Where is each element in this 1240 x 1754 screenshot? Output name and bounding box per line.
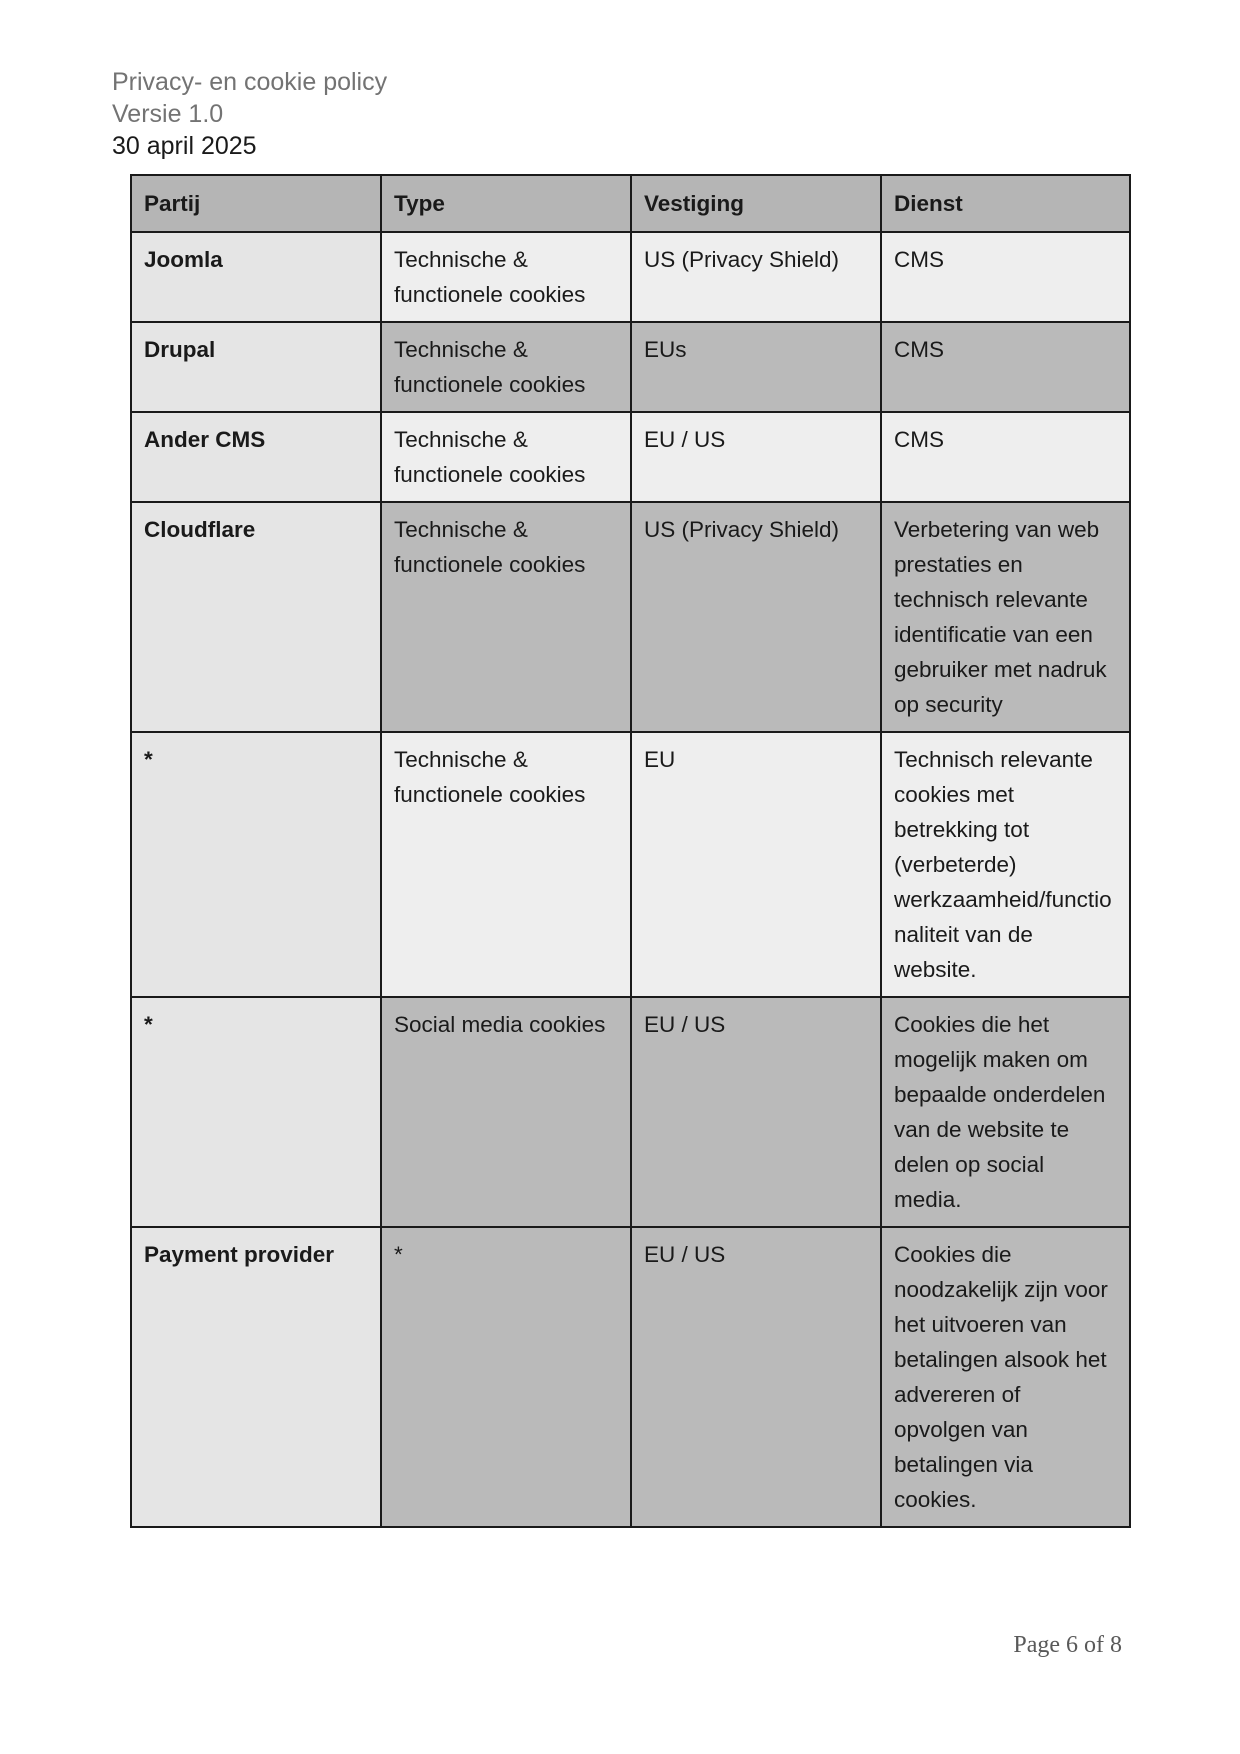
cell-vestiging: EU (631, 732, 881, 997)
cell-dienst: CMS (881, 412, 1130, 502)
cell-type: Technische & functionele cookies (381, 412, 631, 502)
cell-type: * (381, 1227, 631, 1527)
cell-partij: Ander CMS (131, 412, 381, 502)
cell-dienst: Cookies die het mogelijk maken om bepaalde onderdelen van de website te delen op social media. (881, 997, 1130, 1227)
page-number: Page 6 of 8 (1013, 1632, 1122, 1658)
cell-vestiging: US (Privacy Shield) (631, 232, 881, 322)
cell-type: Technische & functionele cookies (381, 322, 631, 412)
cell-partij: * (131, 732, 381, 997)
cell-vestiging: EU / US (631, 997, 881, 1227)
cell-partij: Cloudflare (131, 502, 381, 732)
cell-partij: Payment provider (131, 1227, 381, 1527)
cell-dienst: Technisch relevante cookies met betrekking tot (verbeterde) werkzaamheid/functionaliteit van de website. (881, 732, 1130, 997)
column-header-partij: Partij (131, 175, 381, 232)
table-row (131, 232, 1130, 322)
cell-type: Technische & functionele cookies (381, 502, 631, 732)
cell-dienst: Cookies die noodzakelijk zijn voor het uitvoeren van betalingen alsook het advereren of opvolgen van betalingen via cookies. (881, 1227, 1130, 1527)
table-row (131, 322, 1130, 412)
cell-dienst: CMS (881, 322, 1130, 412)
table-row (131, 732, 1130, 997)
cell-vestiging: EU / US (631, 412, 881, 502)
table-row (131, 1227, 1130, 1527)
cell-type: Technische & functionele cookies (381, 732, 631, 997)
document-date: 30 april 2025 (112, 132, 257, 160)
cell-dienst: Verbetering van web prestaties en technisch relevante identificatie van een gebruiker met nadruk op security (881, 502, 1130, 732)
cell-vestiging: US (Privacy Shield) (631, 502, 881, 732)
cell-dienst: CMS (881, 232, 1130, 322)
cookie-parties-table (130, 174, 1131, 1528)
cell-type: Social media cookies (381, 997, 631, 1227)
cell-partij: Joomla (131, 232, 381, 322)
cell-partij: Drupal (131, 322, 381, 412)
table-row (131, 997, 1130, 1227)
column-header-dienst: Dienst (881, 175, 1130, 232)
cell-vestiging: EU / US (631, 1227, 881, 1527)
cell-partij: * (131, 997, 381, 1227)
column-header-vestiging: Vestiging (631, 175, 881, 232)
table-row (131, 412, 1130, 502)
cell-vestiging: EUs (631, 322, 881, 412)
table-row (131, 502, 1130, 732)
column-header-type: Type (381, 175, 631, 232)
document-version: Versie 1.0 (112, 100, 224, 128)
cell-type: Technische & functionele cookies (381, 232, 631, 322)
table-header-row (131, 175, 1130, 232)
document-title: Privacy- en cookie policy (112, 68, 388, 96)
